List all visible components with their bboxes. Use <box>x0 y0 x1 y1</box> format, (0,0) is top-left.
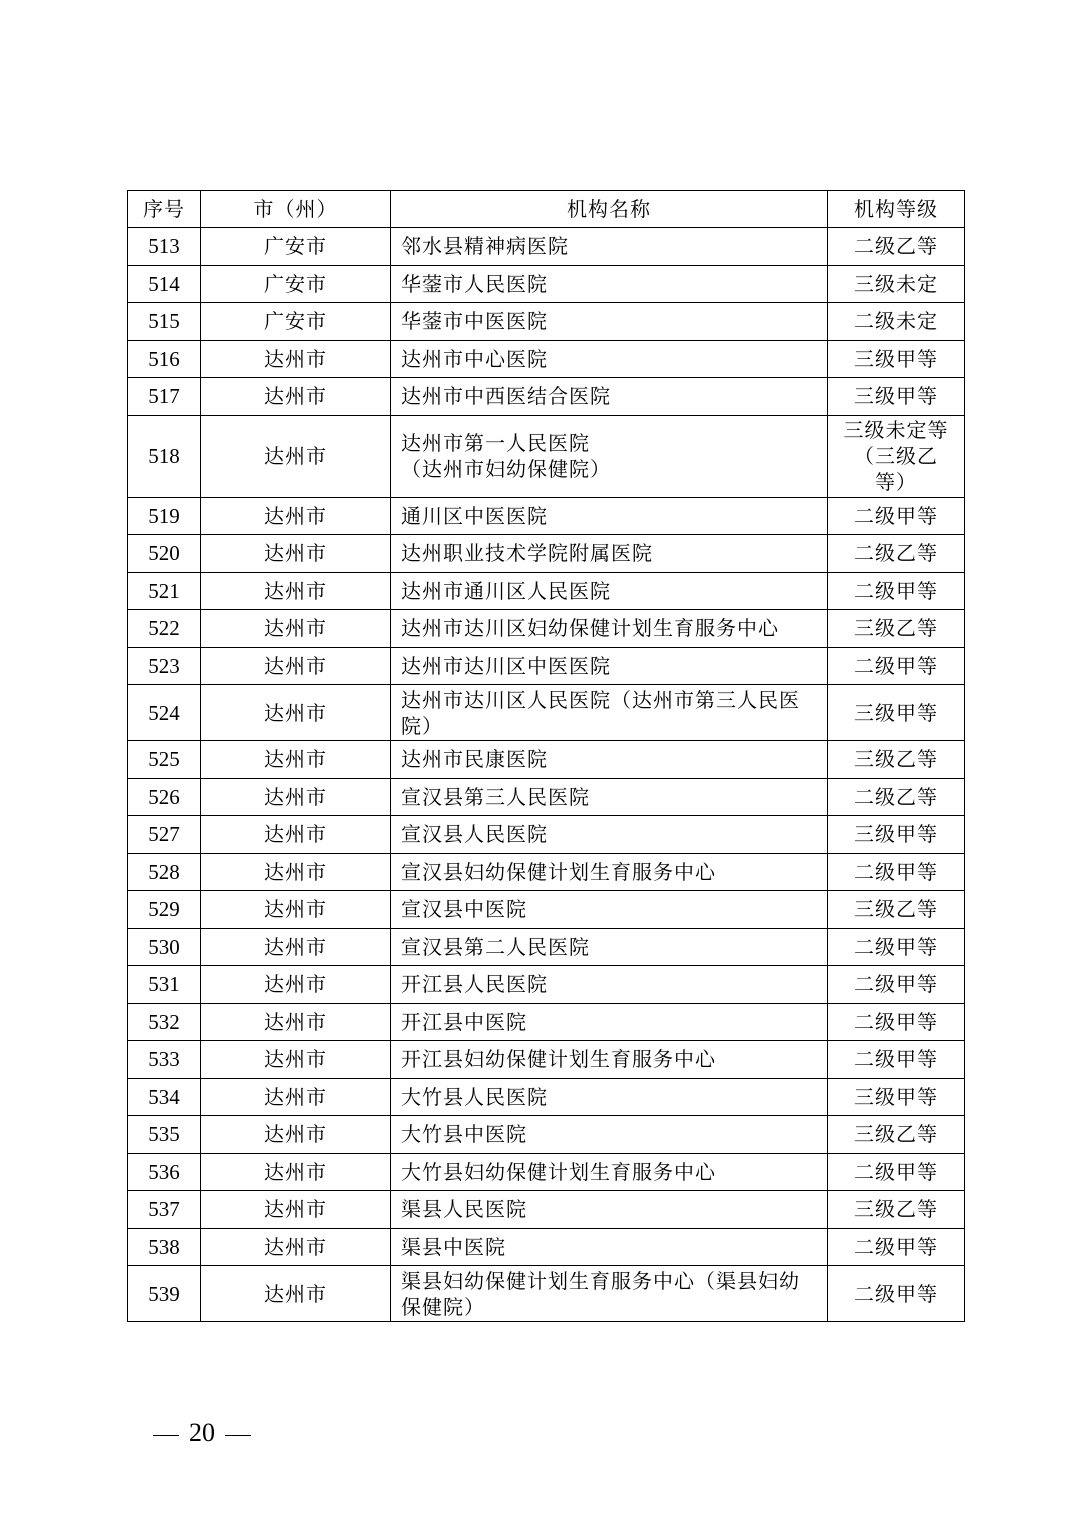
cell-institution-name: 宣汉县第三人民医院 <box>391 778 828 816</box>
table-row <box>128 535 965 573</box>
table-row <box>128 853 965 891</box>
cell-serial: 528 <box>128 853 201 891</box>
table-body <box>128 228 965 1322</box>
hospital-table <box>127 190 965 1322</box>
cell-institution-name: 达州市达川区中医医院 <box>391 647 828 685</box>
cell-institution-level: 二级甲等 <box>828 1003 965 1041</box>
page-footer <box>143 1418 261 1448</box>
table-header-row <box>128 191 965 228</box>
cell-city: 达州市 <box>201 535 391 573</box>
table-row <box>128 1003 965 1041</box>
cell-city: 达州市 <box>201 1266 391 1322</box>
cell-serial: 521 <box>128 572 201 610</box>
table-row <box>128 778 965 816</box>
cell-institution-name: 邻水县精神病医院 <box>391 228 828 266</box>
cell-institution-level: 二级甲等 <box>828 497 965 535</box>
footer-dash-left <box>153 1435 179 1436</box>
cell-institution-name: 华蓥市人民医院 <box>391 265 828 303</box>
cell-city: 达州市 <box>201 1003 391 1041</box>
table-row <box>128 265 965 303</box>
cell-institution-name: 开江县人民医院 <box>391 966 828 1004</box>
cell-institution-level: 三级乙等 <box>828 891 965 929</box>
cell-serial: 513 <box>128 228 201 266</box>
cell-serial: 525 <box>128 741 201 779</box>
cell-institution-name: 宣汉县人民医院 <box>391 816 828 854</box>
cell-serial: 522 <box>128 610 201 648</box>
cell-city: 达州市 <box>201 415 391 497</box>
cell-city: 达州市 <box>201 1153 391 1191</box>
cell-institution-level: 三级未定 <box>828 265 965 303</box>
table-row <box>128 1228 965 1266</box>
cell-city: 达州市 <box>201 378 391 416</box>
cell-institution-level: 二级甲等 <box>828 572 965 610</box>
cell-institution-name: 达州市第一人民医院 （达州市妇幼保健院） <box>391 415 828 497</box>
cell-serial: 536 <box>128 1153 201 1191</box>
cell-city: 达州市 <box>201 1191 391 1229</box>
cell-institution-level: 三级乙等 <box>828 1116 965 1154</box>
cell-institution-level: 二级甲等 <box>828 1153 965 1191</box>
cell-serial: 538 <box>128 1228 201 1266</box>
cell-institution-level: 三级甲等 <box>828 340 965 378</box>
table-row <box>128 1191 965 1229</box>
cell-city: 达州市 <box>201 891 391 929</box>
cell-institution-name: 达州市通川区人民医院 <box>391 572 828 610</box>
cell-serial: 519 <box>128 497 201 535</box>
cell-institution-level: 二级甲等 <box>828 1266 965 1322</box>
cell-institution-name: 大竹县妇幼保健计划生育服务中心 <box>391 1153 828 1191</box>
cell-institution-level: 二级未定 <box>828 303 965 341</box>
cell-serial: 523 <box>128 647 201 685</box>
footer-dash-right <box>225 1435 251 1436</box>
cell-serial: 531 <box>128 966 201 1004</box>
table-row <box>128 1041 965 1079</box>
table-row <box>128 378 965 416</box>
cell-city: 广安市 <box>201 265 391 303</box>
cell-institution-name: 宣汉县妇幼保健计划生育服务中心 <box>391 853 828 891</box>
table-row <box>128 685 965 741</box>
cell-institution-level: 三级乙等 <box>828 610 965 648</box>
table-row <box>128 340 965 378</box>
cell-city: 广安市 <box>201 303 391 341</box>
cell-city: 达州市 <box>201 1116 391 1154</box>
cell-institution-level: 三级甲等 <box>828 816 965 854</box>
cell-institution-level: 二级甲等 <box>828 1041 965 1079</box>
cell-city: 达州市 <box>201 741 391 779</box>
cell-institution-name: 渠县人民医院 <box>391 1191 828 1229</box>
cell-institution-name: 达州市达川区妇幼保健计划生育服务中心 <box>391 610 828 648</box>
cell-city: 达州市 <box>201 647 391 685</box>
table-row <box>128 741 965 779</box>
cell-institution-level: 三级未定等 （三级乙 等） <box>828 415 965 497</box>
table-row <box>128 1266 965 1322</box>
cell-serial: 514 <box>128 265 201 303</box>
cell-serial: 526 <box>128 778 201 816</box>
hospital-table-container <box>127 190 964 1322</box>
cell-city: 达州市 <box>201 928 391 966</box>
cell-city: 达州市 <box>201 966 391 1004</box>
cell-institution-name: 大竹县人民医院 <box>391 1078 828 1116</box>
table-row <box>128 610 965 648</box>
cell-institution-level: 二级乙等 <box>828 778 965 816</box>
table-row <box>128 497 965 535</box>
cell-serial: 517 <box>128 378 201 416</box>
table-row <box>128 303 965 341</box>
table-row <box>128 415 965 497</box>
table-row <box>128 1078 965 1116</box>
cell-institution-name: 华蓥市中医医院 <box>391 303 828 341</box>
cell-institution-name: 开江县妇幼保健计划生育服务中心 <box>391 1041 828 1079</box>
cell-serial: 535 <box>128 1116 201 1154</box>
cell-city: 达州市 <box>201 610 391 648</box>
cell-institution-level: 二级甲等 <box>828 966 965 1004</box>
header-institution-name: 机构名称 <box>391 191 828 228</box>
header-city: 市（州） <box>201 191 391 228</box>
header-serial: 序号 <box>128 191 201 228</box>
cell-institution-level: 三级甲等 <box>828 1078 965 1116</box>
table-row <box>128 928 965 966</box>
cell-serial: 515 <box>128 303 201 341</box>
cell-city: 达州市 <box>201 572 391 610</box>
cell-city: 达州市 <box>201 853 391 891</box>
cell-city: 广安市 <box>201 228 391 266</box>
cell-city: 达州市 <box>201 685 391 741</box>
cell-institution-name: 开江县中医院 <box>391 1003 828 1041</box>
cell-institution-level: 三级甲等 <box>828 685 965 741</box>
cell-city: 达州市 <box>201 340 391 378</box>
cell-serial: 539 <box>128 1266 201 1322</box>
table-row <box>128 228 965 266</box>
cell-serial: 527 <box>128 816 201 854</box>
cell-institution-level: 三级甲等 <box>828 378 965 416</box>
cell-city: 达州市 <box>201 1041 391 1079</box>
cell-city: 达州市 <box>201 778 391 816</box>
cell-institution-level: 二级甲等 <box>828 1228 965 1266</box>
cell-serial: 530 <box>128 928 201 966</box>
table-row <box>128 891 965 929</box>
cell-institution-name: 大竹县中医院 <box>391 1116 828 1154</box>
cell-serial: 533 <box>128 1041 201 1079</box>
cell-institution-name: 达州市中心医院 <box>391 340 828 378</box>
page-number: 20 <box>189 1418 215 1447</box>
cell-serial: 518 <box>128 415 201 497</box>
cell-institution-name: 达州市达川区人民医院（达州市第三人民医院） <box>391 685 828 741</box>
cell-city: 达州市 <box>201 1228 391 1266</box>
cell-institution-name: 达州市民康医院 <box>391 741 828 779</box>
cell-serial: 520 <box>128 535 201 573</box>
cell-institution-level: 二级甲等 <box>828 853 965 891</box>
cell-institution-level: 二级甲等 <box>828 928 965 966</box>
cell-institution-level: 三级乙等 <box>828 1191 965 1229</box>
cell-institution-name: 宣汉县中医院 <box>391 891 828 929</box>
cell-institution-name: 达州市中西医结合医院 <box>391 378 828 416</box>
cell-institution-level: 三级乙等 <box>828 741 965 779</box>
cell-serial: 532 <box>128 1003 201 1041</box>
table-row <box>128 1153 965 1191</box>
table-row <box>128 1116 965 1154</box>
header-institution-level: 机构等级 <box>828 191 965 228</box>
cell-institution-name: 宣汉县第二人民医院 <box>391 928 828 966</box>
cell-institution-name: 渠县妇幼保健计划生育服务中心（渠县妇幼保健院） <box>391 1266 828 1322</box>
cell-serial: 534 <box>128 1078 201 1116</box>
cell-institution-level: 二级乙等 <box>828 535 965 573</box>
cell-serial: 537 <box>128 1191 201 1229</box>
table-row <box>128 647 965 685</box>
table-row <box>128 816 965 854</box>
cell-institution-level: 二级乙等 <box>828 228 965 266</box>
cell-institution-name: 达州职业技术学院附属医院 <box>391 535 828 573</box>
cell-institution-level: 二级甲等 <box>828 647 965 685</box>
table-row <box>128 966 965 1004</box>
cell-serial: 516 <box>128 340 201 378</box>
cell-city: 达州市 <box>201 816 391 854</box>
cell-serial: 524 <box>128 685 201 741</box>
cell-institution-name: 通川区中医医院 <box>391 497 828 535</box>
cell-institution-name: 渠县中医院 <box>391 1228 828 1266</box>
cell-city: 达州市 <box>201 1078 391 1116</box>
cell-serial: 529 <box>128 891 201 929</box>
table-row <box>128 572 965 610</box>
cell-city: 达州市 <box>201 497 391 535</box>
